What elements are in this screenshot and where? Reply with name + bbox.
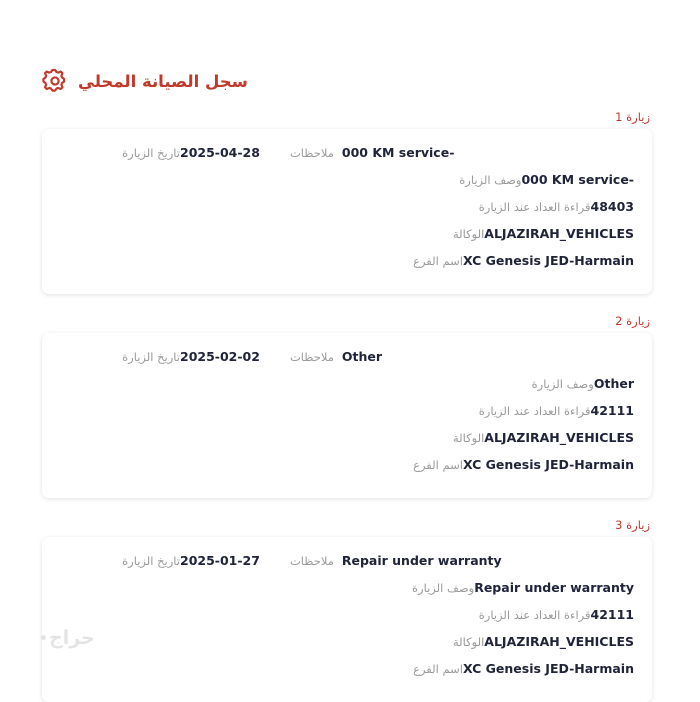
notes-group [262,349,382,364]
dealer-value: ALJAZIRAH_VEHICLES [484,429,634,445]
visit-description-label: وصف الزيارة [459,172,522,187]
notes-label: ملاحظات [289,553,334,568]
visit-row-description [58,170,636,197]
notes-value: 000 KM service- [341,144,455,160]
visit-card-2[interactable] [42,333,652,498]
visit-description-label: وصف الزيارة [411,580,475,595]
visit-row-dealer [58,632,636,659]
visit-row-branch [58,659,636,686]
branch-value: XC Genesis JED-Harmain [462,660,634,676]
page-title: سجل الصيانة المحلي [78,71,248,91]
visit-title-1: زيارة 1 [615,110,650,124]
notes-value: Repair under warranty [341,552,502,568]
dealer-label: الوكالة [453,634,485,649]
watermark [38,627,95,649]
branch-value: XC Genesis JED-Harmain [462,252,634,268]
odometer-label: قراءة العداد عند الزيارة [478,199,591,214]
branch-label: اسم الفرع [413,661,463,676]
notes-label: ملاحظات [289,145,334,160]
odometer-value: 42111 [590,606,634,622]
watermark-text: حراج [49,627,95,649]
visit-card-1[interactable] [42,129,652,294]
visit-date-value: 2025-02-02 [180,348,260,364]
dealer-value: ALJAZIRAH_VEHICLES [484,225,634,241]
odometer-label: قراءة العداد عند الزيارة [478,607,591,622]
visit-description-value: Repair under warranty [474,579,634,595]
odometer-label: قراءة العداد عند الزيارة [478,403,591,418]
visit-row-description [58,374,636,401]
visit-date-label: تاريخ الزيارة [122,553,180,568]
visit-description-value: 000 KM service- [521,171,634,187]
gear-icon [42,68,68,94]
branch-label: اسم الفرع [413,253,463,268]
visit-row-date [58,347,636,374]
odometer-value: 48403 [590,198,634,214]
visit-date-value: 2025-01-27 [180,552,260,568]
branch-value: XC Genesis JED-Harmain [462,456,634,472]
visit-description-value: Other [593,375,634,391]
visit-row-description [58,578,636,605]
branch-label: اسم الفرع [413,457,463,472]
dealer-label: الوكالة [453,226,485,241]
watermark-dot-icon [41,635,46,640]
visit-row-branch [58,251,636,278]
visit-row-dealer [58,224,636,251]
visit-row-date [58,551,636,578]
visit-row-odometer [58,605,636,632]
visit-title-3: زيارة 3 [615,518,650,532]
visit-date-label: تاريخ الزيارة [122,349,180,364]
odometer-value: 42111 [590,402,634,418]
visit-row-odometer [58,197,636,224]
visit-date-value: 2025-04-28 [180,144,260,160]
notes-group [262,553,502,568]
page-header [42,0,652,94]
visit-row-date [58,143,636,170]
visit-description-label: وصف الزيارة [531,376,594,391]
visit-row-dealer [58,428,636,455]
visit-card-3[interactable] [42,537,652,702]
notes-value: Other [341,348,383,364]
notes-label: ملاحظات [289,349,334,364]
visit-row-branch [58,455,636,482]
visit-title-2: زيارة 2 [615,314,650,328]
dealer-value: ALJAZIRAH_VEHICLES [484,633,634,649]
visit-row-odometer [58,401,636,428]
visits-list [42,110,652,702]
dealer-label: الوكالة [453,430,485,445]
visit-date-label: تاريخ الزيارة [122,145,180,160]
notes-group [262,145,454,160]
